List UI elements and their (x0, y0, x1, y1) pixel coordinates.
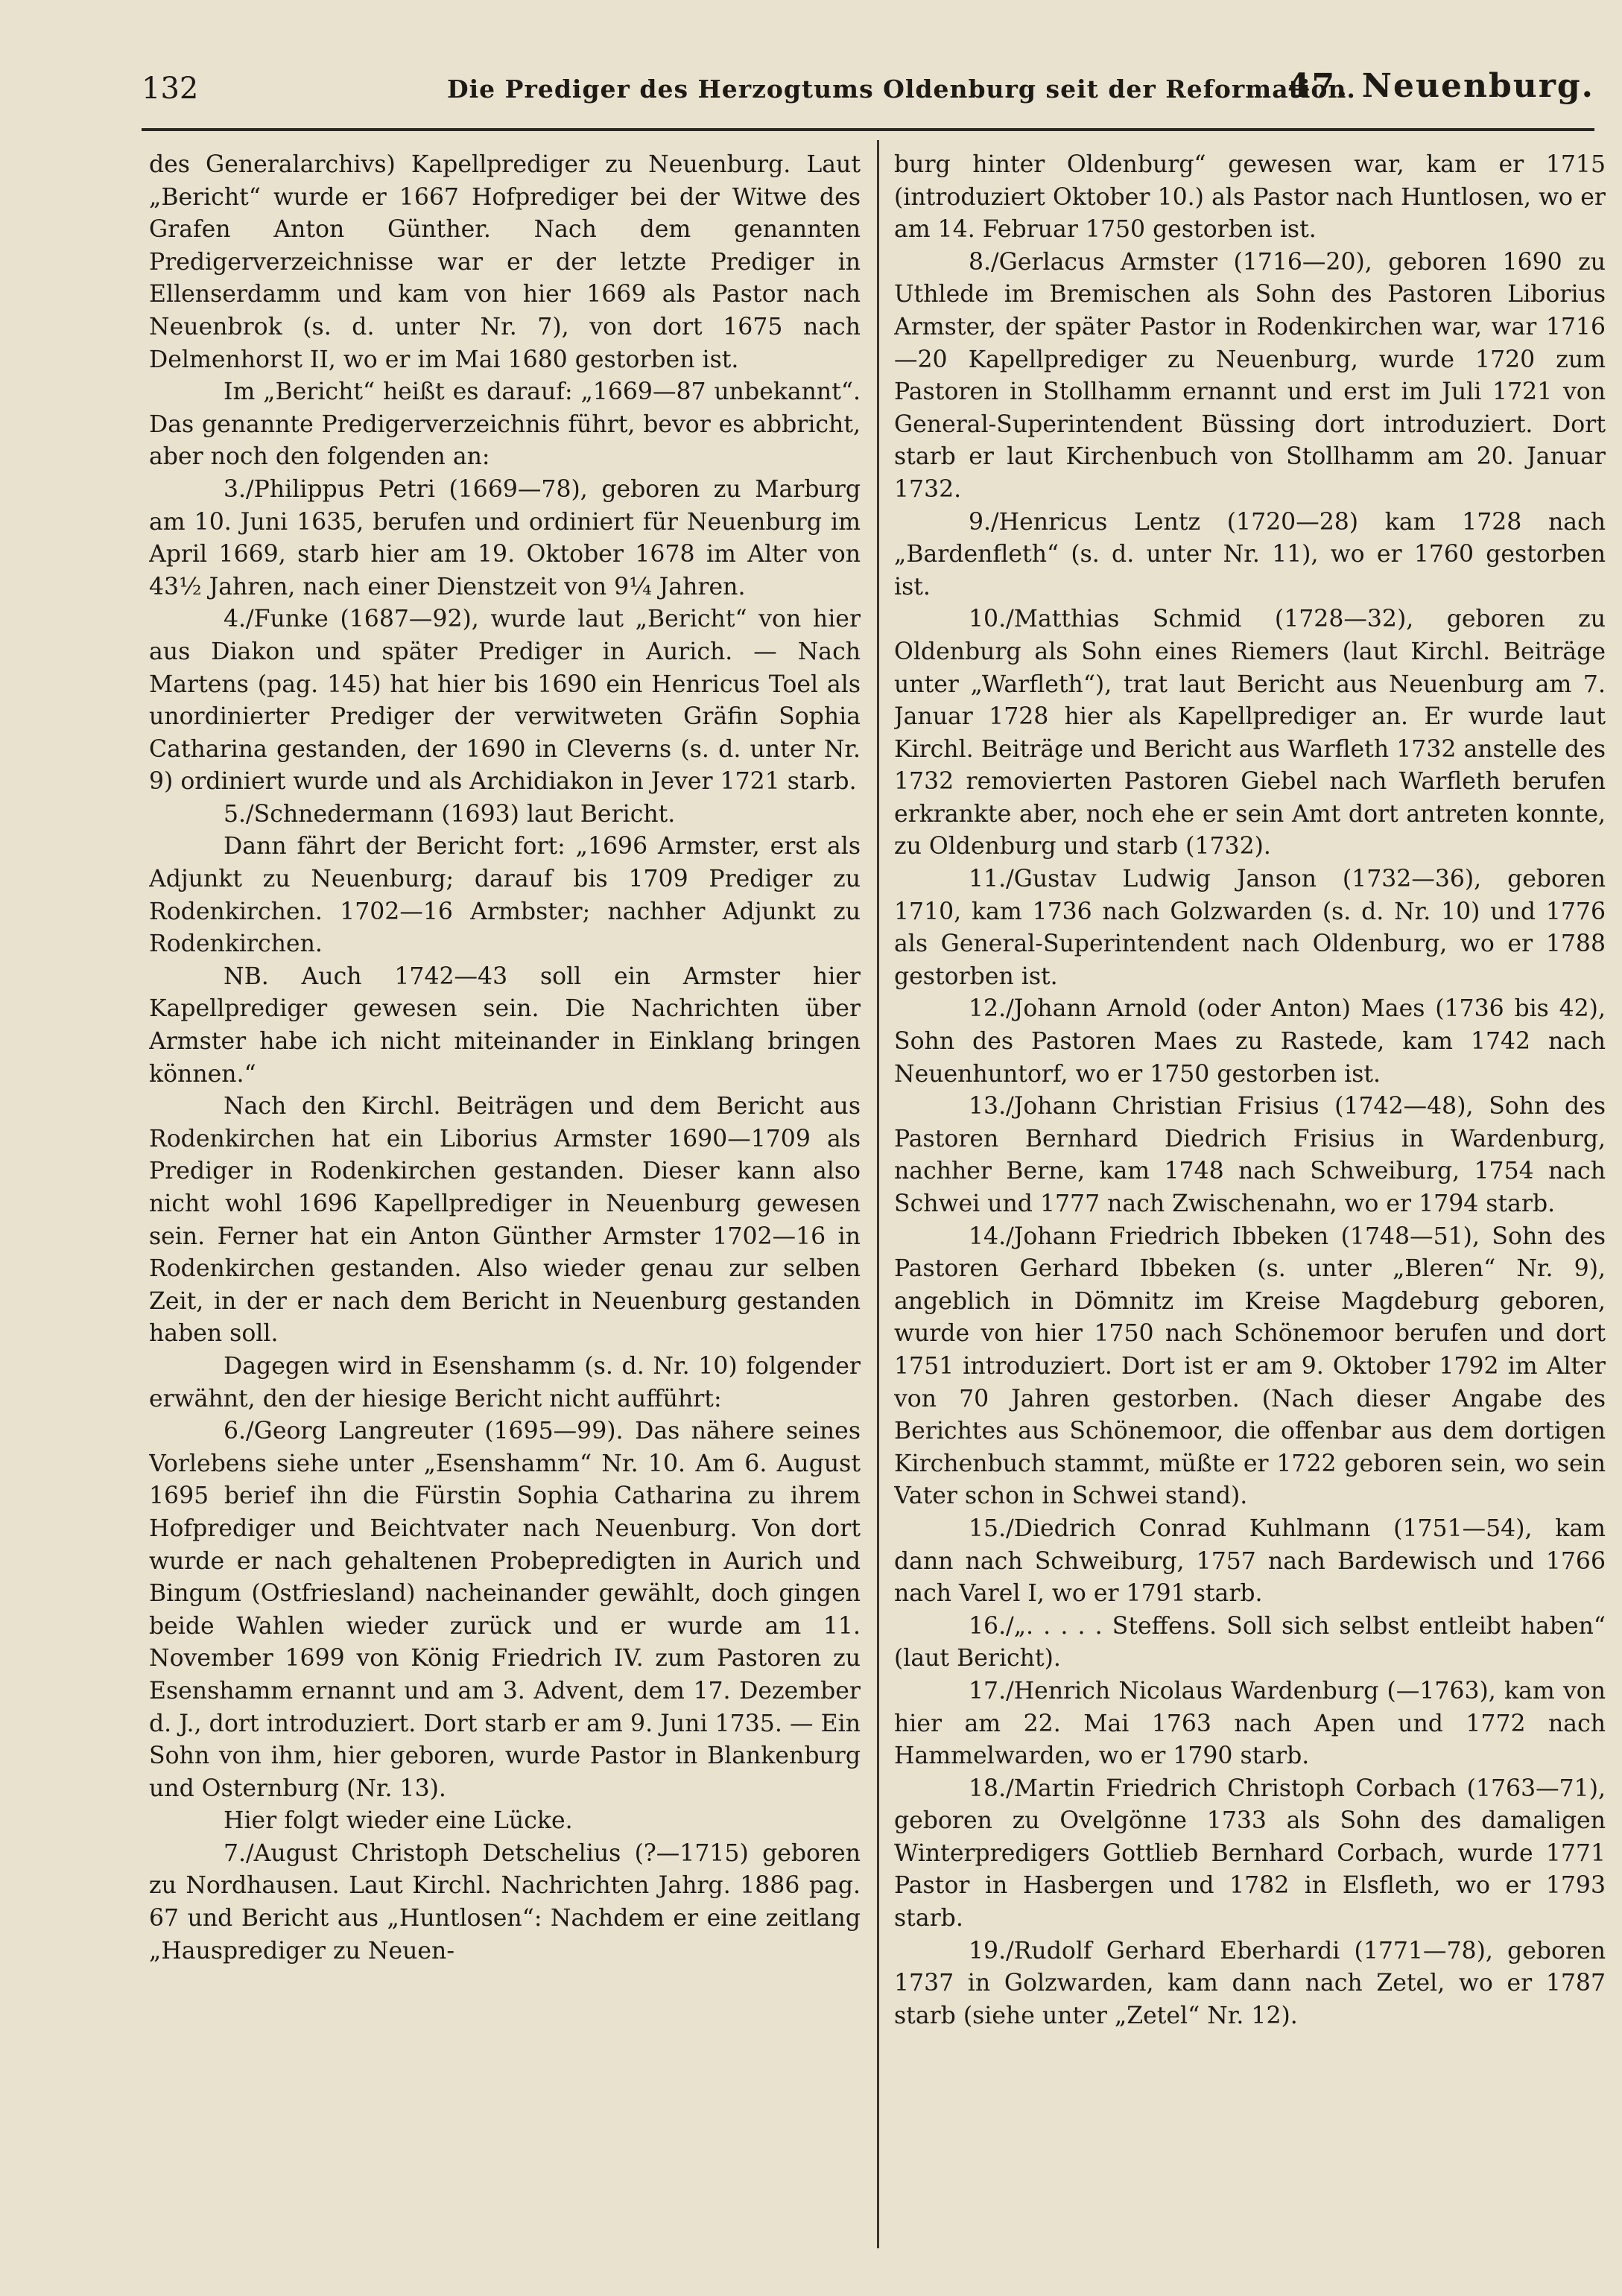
paragraph: 19./Rudolf Gerhard Eberhardi (1771—78), geboren 1737 in Golzwarden, kam dann nach Zetel, wo er 1787 starb (siehe unter „Zetel“ Nr. 12). (894, 1937, 1606, 2029)
paragraph: Dann fährt der Bericht fort: „1696 Armster, erst als Adjunkt zu Neuenburg; darauf bis 1709 Prediger zu Rodenkirchen. 1702—16 Armbster; nachher Adjunkt zu Rodenkirchen. (149, 833, 861, 958)
paragraph: 15./Diedrich Conrad Kuhlmann (1751—54), kam dann nach Schweiburg, 1757 nach Bardewisch und 1766 nach Varel I, wo er 1791 starb. (894, 1515, 1606, 1608)
paragraph: Im „Bericht“ heißt es darauf: „1669—87 unbekannt“. Das genannte Predigerverzeichnis führt, bevor es abbricht, aber noch den folgenden an: (149, 378, 861, 471)
paragraph: 12./Johann Arnold (oder Anton) Maes (1736 bis 42), Sohn des Pastoren Maes zu Rastede, kam 1742 nach Neuenhuntorf, wo er 1750 gestorben ist. (894, 995, 1606, 1088)
paragraph: Hier folgt wieder eine Lücke. (224, 1807, 573, 1835)
column-divider (877, 140, 879, 2248)
page-header (142, 66, 1594, 110)
paragraph: 17./Henrich Nicolaus Wardenburg (—1763), kam von hier am 22. Mai 1763 nach Apen und 1772 nach Hammelwarden, wo er 1790 starb. (894, 1677, 1606, 1770)
paragraph: 4./Funke (1687—92), wurde laut „Bericht“ von hier aus Diakon und später Prediger in Aurich. — Nach Martens (pag. 145) hat hier bis 1690 ein Henricus Toel als unordinierter Prediger der verwitweten Gräfin Sophia Catharina gestanden, der 1690 in Cleverns (s. d. unter Nr. 9) ordiniert wurde und als Archidiakon in Jever 1721 starb. (149, 606, 861, 796)
section-title: 47. Neuenburg. (1287, 67, 1594, 105)
paragraph: Nach den Kirchl. Beiträgen und dem Bericht aus Rodenkirchen hat ein Liborius Armster 1690—1709 als Prediger in Rodenkirchen gestanden. Dieser kann also nicht wohl 1696 Kapellprediger in Neuenburg gewesen sein. Ferner hat ein Anton Günther Armster 1702—16 in Rodenkirchen gestanden. Also wieder genau zur selben Zeit, in der er nach dem Bericht in Neuenburg gestanden haben soll. (149, 1093, 861, 1348)
paragraph: burg hinter Oldenburg“ gewesen war, kam er 1715 (introduziert Oktober 10.) als Pastor nach Huntlosen, wo er am 14. Februar 1750 gestorben ist. (894, 151, 1606, 244)
paragraph: Dagegen wird in Esenshamm (s. d. Nr. 10) folgender erwähnt, den der hiesige Bericht nicht aufführt: (149, 1352, 861, 1412)
paragraph: 10./Matthias Schmid (1728—32), geboren zu Oldenburg als Sohn eines Riemers (laut Kirchl. Beiträge unter „Warfleth“), trat laut Bericht aus Neuenburg am 7. Januar 1728 hier als Kapellprediger an. Er wurde laut Kirchl. Beiträge und Bericht aus Warfleth 1732 anstelle des 1732 removierten Pastoren Giebel nach Warfleth berufen erkrankte aber, noch ehe er sein Amt dort antreten konnte, zu Oldenburg und starb (1732). (894, 606, 1606, 860)
paragraph: 8./Gerlacus Armster (1716—20), geboren 1690 zu Uthlede im Bremischen als Sohn des Pastoren Liborius Armster, der später Pastor in Rodenkirchen war, war 1716—20 Kapellprediger zu Neuenburg, wurde 1720 zum Pastoren in Stollhamm ernannt und erst im Juli 1721 von General-Superintendent Büssing dort introduziert. Dort starb er laut Kirchenbuch von Stollhamm am 20. Januar 1732. (894, 248, 1606, 503)
paragraph: 5./Schnedermann (1693) laut Bericht. (224, 800, 676, 828)
paragraph: 14./Johann Friedrich Ibbeken (1748—51), Sohn des Pastoren Gerhard Ibbeken (s. unter „Bleren“ Nr. 9), angeblich in Dömnitz im Kreise Magdeburg geboren, wurde von hier 1750 nach Schönemoor berufen und dort 1751 introduziert. Dort ist er am 9. Oktober 1792 im Alter von 70 Jahren gestorben. (Nach dieser Angabe des Berichtes aus Schönemoor, die offenbar aus dem dortigen Kirchenbuch stammt, müßte er 1722 geboren sein, wo sein Vater schon in Schwei stand). (894, 1222, 1606, 1510)
right-column (894, 149, 1606, 2257)
page-number: 132 (142, 72, 199, 106)
running-title: Die Prediger des Herzogtums Oldenburg seit der Reformation. (447, 74, 1356, 104)
paragraph: NB. Auch 1742—43 soll ein Armster hier Kapellprediger gewesen sein. Die Nachrichten über Armster habe ich nicht miteinander in Einklang bringen können.“ (149, 963, 861, 1088)
paragraph: 6./Georg Langreuter (1695—99). Das nähere seines Vorlebens siehe unter „Esenshamm“ Nr. 10. Am 6. August 1695 berief ihn die Fürstin Sophia Catharina zu ihrem Hofprediger und Beichtvater nach Neuenburg. Von dort wurde er nach gehaltenen Probepredigten in Aurich und Bingum (Ostfriesland) nacheinander gewählt, doch gingen beide Wahlen wieder zurück und er wurde am 11. November 1699 von König Friedrich IV. zum Pastoren zu Esenshamm ernannt und am 3. Advent, dem 17. Dezember d. J., dort introduziert. Dort starb er am 9. Juni 1735. — Ein Sohn von ihm, hier geboren, wurde Pastor in Blankenburg und Osternburg (Nr. 13). (149, 1418, 861, 1802)
left-column (149, 149, 861, 2257)
paragraph: 18./Martin Friedrich Christoph Corbach (1763—71), geboren zu Ovelgönne 1733 als Sohn des damaligen Winterpredigers Gottlieb Bernhard Corbach, wurde 1771 Pastor in Hasbergen und 1782 in Elsfleth, wo er 1793 starb. (894, 1775, 1606, 1932)
paragraph: des Generalarchivs) Kapellprediger zu Neuenburg. Laut „Bericht“ wurde er 1667 Hofprediger bei der Witwe des Grafen Anton Günther. Nach dem genannten Predigerverzeichnisse war er der letzte Prediger in Ellenserdamm und kam von hier 1669 als Pastor nach Neuenbrok (s. d. unter Nr. 7), von dort 1675 nach Delmenhorst II, wo er im Mai 1680 gestorben ist. (149, 151, 861, 373)
paragraph: 3./Philippus Petri (1669—78), geboren zu Marburg am 10. Juni 1635, berufen und ordiniert für Neuenburg im April 1669, starb hier am 19. Oktober 1678 im Alter von 43½ Jahren, nach einer Dienstzeit von 9¼ Jahren. (149, 475, 861, 600)
paragraph: 16./„. . . . . Steffens. Soll sich selbst entleibt haben“ (laut Bericht). (894, 1612, 1606, 1672)
paragraph: 13./Johann Christian Frisius (1742—48), Sohn des Pastoren Bernhard Diedrich Frisius in Wardenburg, nachher Berne, kam 1748 nach Schweiburg, 1754 nach Schwei und 1777 nach Zwischenahn, wo er 1794 starb. (894, 1093, 1606, 1217)
paragraph: 7./August Christoph Detschelius (?—1715) geboren zu Nordhausen. Laut Kirchl. Nachrichten Jahrg. 1886 pag. 67 und Bericht aus „Huntlosen“: Nachdem er eine zeitlang „Hausprediger zu Neuen- (149, 1839, 861, 1964)
header-rule (142, 128, 1594, 131)
paragraph: 9./Henricus Lentz (1720—28) kam 1728 nach „Bardenfleth“ (s. d. unter Nr. 11), wo er 1760 gestorben ist. (894, 508, 1606, 600)
paragraph: 11./Gustav Ludwig Janson (1732—36), geboren 1710, kam 1736 nach Golzwarden (s. d. Nr. 10) und 1776 als General-Superintendent nach Oldenburg, wo er 1788 gestorben ist. (894, 866, 1606, 990)
